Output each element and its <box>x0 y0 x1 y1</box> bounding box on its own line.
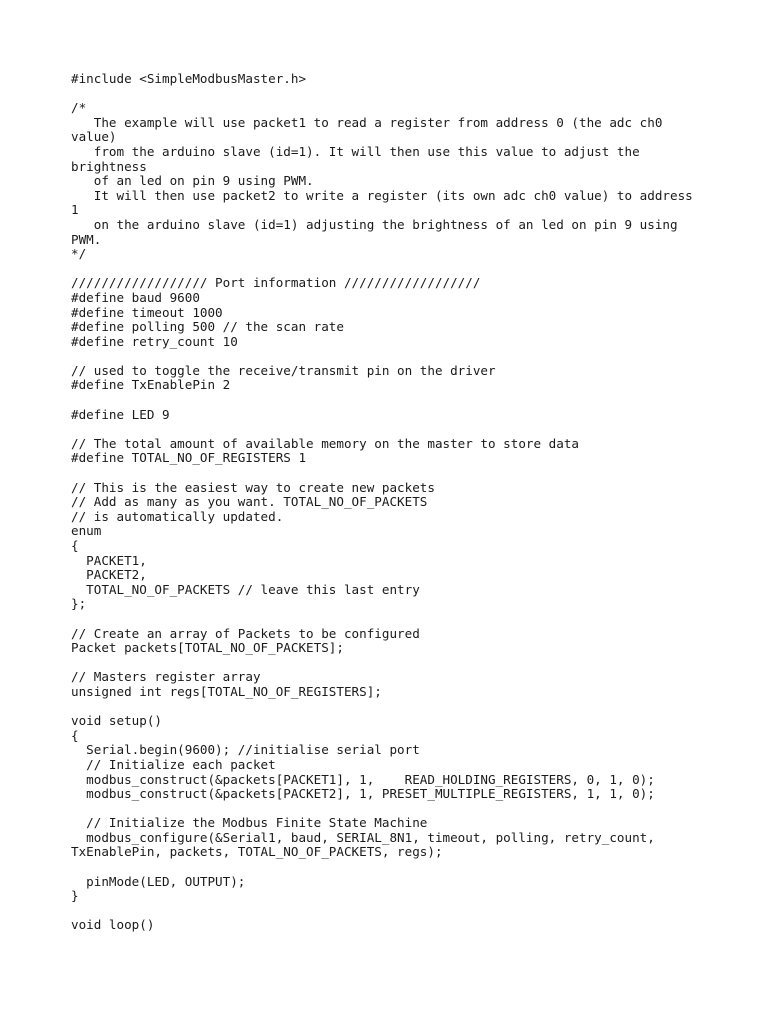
code-line: 1 <box>71 202 79 218</box>
code-line: modbus_configure(&Serial1, baud, SERIAL_8N1, timeout, polling, retry_count, <box>71 829 655 845</box>
code-line: Serial.begin(9600); //initialise serial port <box>71 742 420 758</box>
code-line: } <box>71 888 79 904</box>
code-line: void loop() <box>71 917 155 933</box>
code-line: void setup() <box>71 713 162 729</box>
code-line: enum <box>71 523 102 539</box>
code-line: // Add as many as you want. TOTAL_NO_OF_PACKETS <box>71 494 428 510</box>
code-line: #define TOTAL_NO_OF_REGISTERS 1 <box>71 450 307 466</box>
code-line: /* <box>71 100 87 116</box>
code-line: { <box>71 727 79 743</box>
code-line <box>71 700 711 715</box>
code-line: The example will use packet1 to read a register from address 0 (the adc ch0 <box>71 114 663 130</box>
code-line: unsigned int regs[TOTAL_NO_OF_REGISTERS]; <box>71 683 382 699</box>
code-line: #define LED 9 <box>71 406 170 422</box>
code-line <box>71 802 711 817</box>
code-line: pinMode(LED, OUTPUT); <box>71 873 246 889</box>
code-line: TxEnablePin, packets, TOTAL_NO_OF_PACKETS, regs); <box>71 844 443 860</box>
code-line: // Initialize each packet <box>71 756 276 772</box>
code-line: Packet packets[TOTAL_NO_OF_PACKETS]; <box>71 640 344 656</box>
code-line: of an led on pin 9 using PWM. <box>71 173 314 189</box>
code-line: PWM. <box>71 231 102 247</box>
code-line: TOTAL_NO_OF_PACKETS // leave this last entry <box>71 581 420 597</box>
code-line: PACKET2, <box>71 567 147 583</box>
code-line: #define TxEnablePin 2 <box>71 377 231 393</box>
code-line: from the arduino slave (id=1). It will then use this value to adjust the <box>71 143 640 159</box>
code-line: // Initialize the Modbus Finite State Machine <box>71 815 428 831</box>
code-line <box>71 87 711 102</box>
code-line: // This is the easiest way to create new packets <box>71 479 435 495</box>
code-line: // used to toggle the receive/transmit pin on the driver <box>71 362 496 378</box>
code-line <box>71 393 711 408</box>
code-line: #define polling 500 // the scan rate <box>71 319 344 335</box>
code-line: // is automatically updated. <box>71 508 284 524</box>
code-line: brightness <box>71 158 147 174</box>
code-line <box>71 422 711 437</box>
code-line: #define retry_count 10 <box>71 333 238 349</box>
code-line: modbus_construct(&packets[PACKET1], 1, READ_HOLDING_REGISTERS, 0, 1, 0); <box>71 771 655 787</box>
code-line: #define timeout 1000 <box>71 304 223 320</box>
code-line <box>71 612 711 627</box>
code-line: It will then use packet2 to write a register (its own adc ch0 value) to address <box>71 187 693 203</box>
code-line: }; <box>71 596 87 612</box>
code-line: on the arduino slave (id=1) adjusting the brightness of an led on pin 9 using <box>71 216 678 232</box>
code-line <box>71 656 711 671</box>
code-line: #define baud 9600 <box>71 289 200 305</box>
code-line <box>71 904 711 919</box>
code-line: // Masters register array <box>71 669 261 685</box>
code-line: PACKET1, <box>71 552 147 568</box>
code-line: { <box>71 538 79 553</box>
code-line <box>71 349 711 364</box>
code-line: */ <box>71 246 87 262</box>
code-block <box>71 72 711 933</box>
code-line: value) <box>71 129 117 145</box>
code-line: ////////////////// Port information ////////////////// <box>71 275 481 291</box>
code-line <box>71 262 711 277</box>
code-line: // Create an array of Packets to be configured <box>71 625 420 641</box>
code-line: // The total amount of available memory on the master to store data <box>71 435 579 451</box>
code-line: modbus_construct(&packets[PACKET2], 1, PRESET_MULTIPLE_REGISTERS, 1, 1, 0); <box>71 786 655 802</box>
code-line <box>71 860 711 875</box>
code-line: #include <SimpleModbusMaster.h> <box>71 71 307 86</box>
code-line <box>71 466 711 481</box>
